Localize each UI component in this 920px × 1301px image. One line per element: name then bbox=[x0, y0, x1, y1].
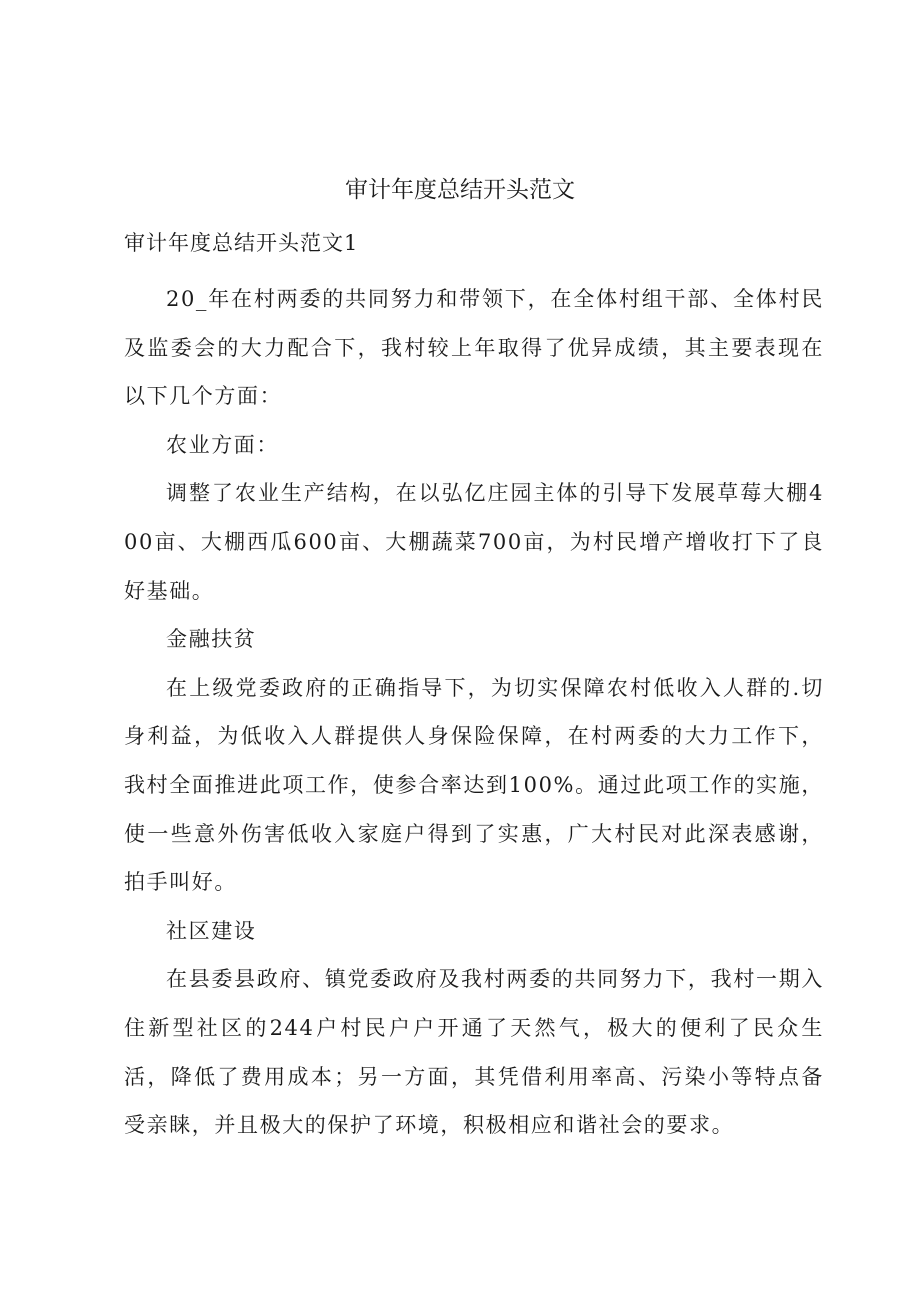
section-heading-finance: 金融扶贫 bbox=[166, 627, 257, 652]
paragraph-community: 在县委县政府、镇党委政府及我村两委的共同努力下，我村一期入住新型社区的244户村民户户开通了天然气，极大的便利了民众生活，降低了费用成本；另一方面，其凭借利用率高、污染小等特点备受亲睐，并且极大的保护了环境，积极相应和谐社会的要求。 bbox=[124, 967, 824, 1138]
paragraph-agriculture: 调整了农业生产结构，在以弘亿庄园主体的引导下发展草莓大棚400亩、大棚西瓜600亩、大棚蔬菜700亩，为村民增产增收打下了良好基础。 bbox=[124, 481, 824, 603]
paragraph-intro: 20_年在村两委的共同努力和带领下，在全体村组干部、全体村民及监委会的大力配合下，我村较上年取得了优异成绩，其主要表现在以下几个方面： bbox=[124, 287, 824, 409]
paragraph-finance: 在上级党委政府的正确指导下，为切实保障农村低收入人群的.切身利益，为低收入人群提供人身保险保障，在村两委的大力工作下，我村全面推进此项工作，使参合率达到100%。通过此项工作的实施，使一些意外伤害低收入家庭户得到了实惠，广大村民对此深表感谢，拍手叫好。 bbox=[124, 675, 824, 895]
section-heading-community: 社区建设 bbox=[166, 918, 257, 943]
document-title: 审计年度总结开头范文 bbox=[345, 177, 575, 203]
document-subtitle: 审计年度总结开头范文1 bbox=[124, 231, 359, 255]
document-body bbox=[124, 275, 824, 1150]
section-heading-agriculture: 农业方面： bbox=[166, 432, 279, 457]
